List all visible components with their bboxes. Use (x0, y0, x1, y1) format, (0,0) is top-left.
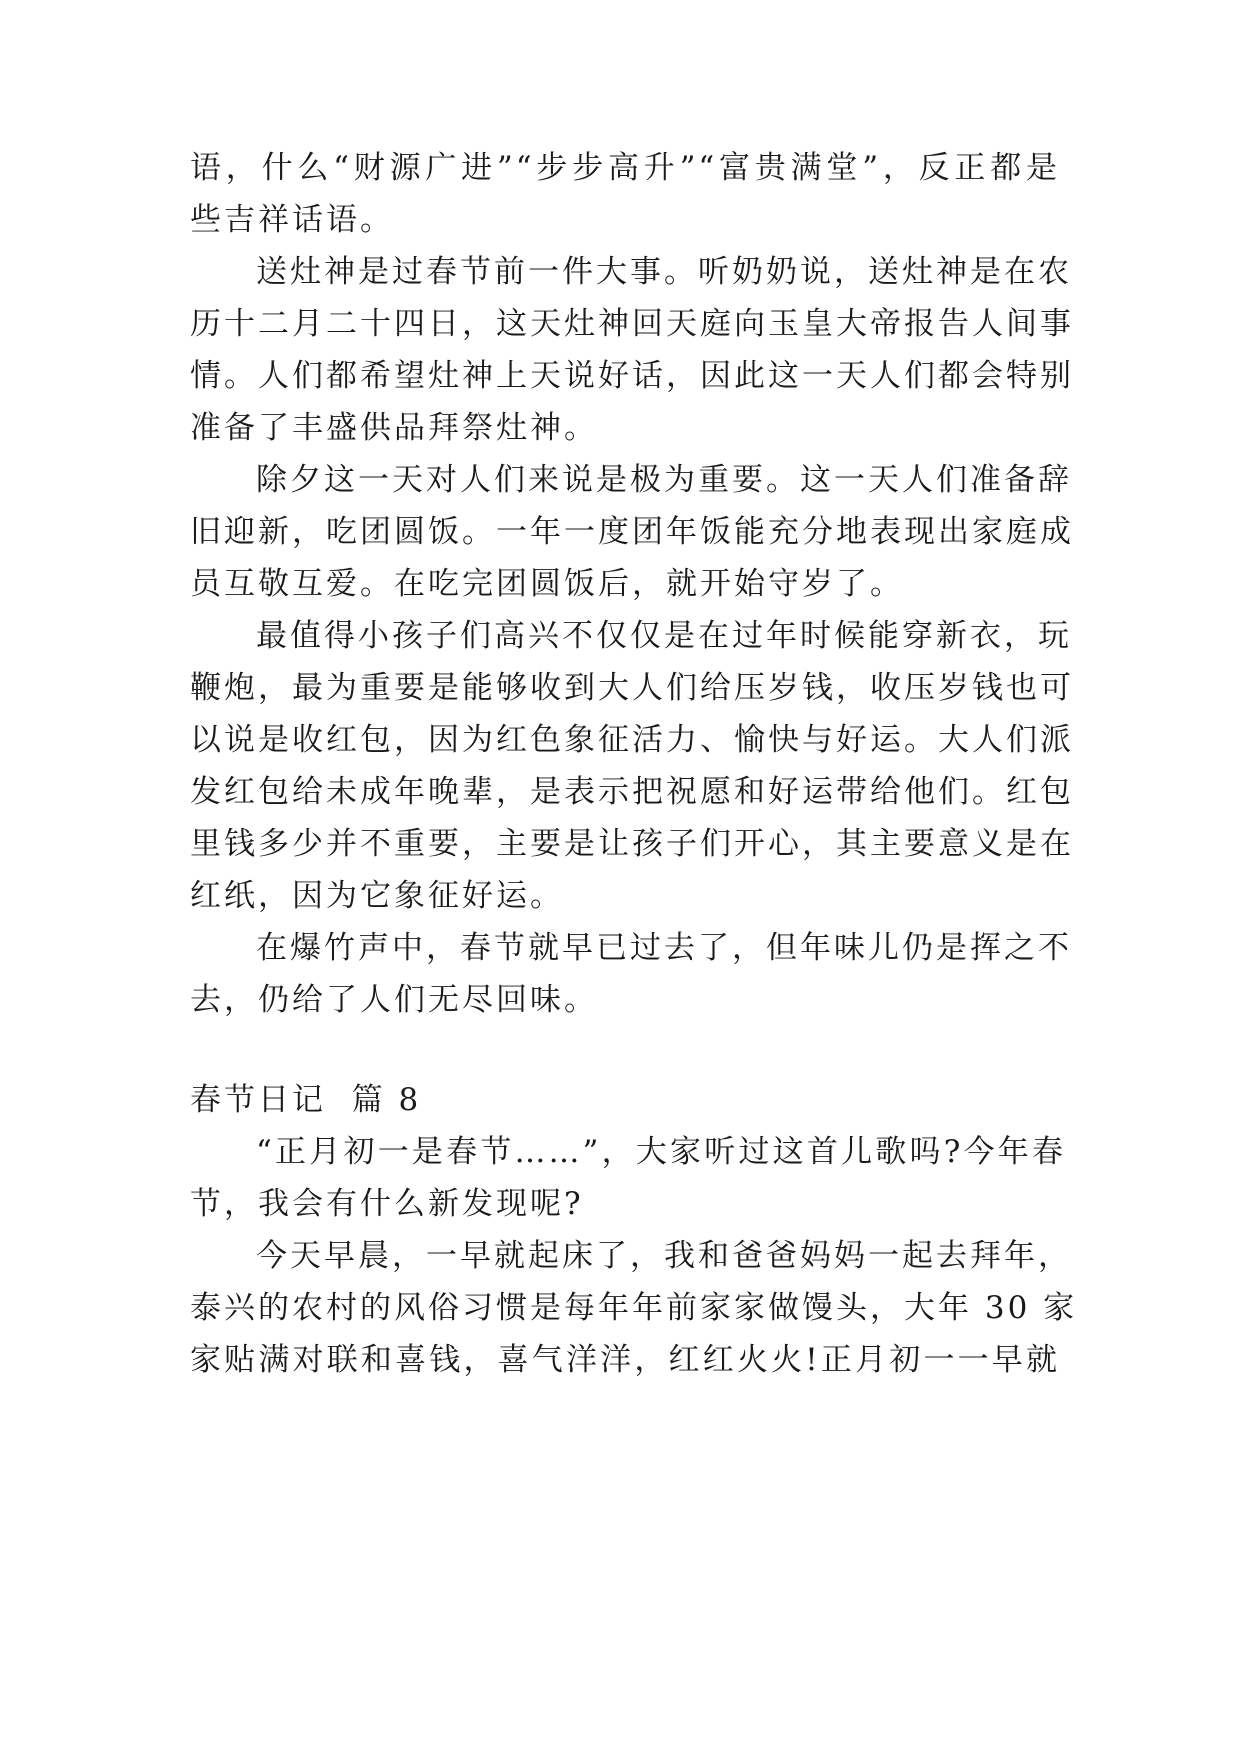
text-line: 历十二月二十四日，这天灶神回天庭向玉皇大帝报告人间事 (190, 306, 1074, 342)
text-line: 最值得小孩子们高兴不仅仅是在过年时候能穿新衣，玩 (256, 618, 1072, 654)
section-title: 春节日记 篇 8 (190, 1082, 422, 1118)
text-line: 准备了丰盛供品拜祭灶神。 (190, 410, 598, 446)
text-line: 鞭炮，最为重要是能够收到大人们给压岁钱，收压岁钱也可 (190, 670, 1074, 706)
text-line: 家贴满对联和喜钱，喜气洋洋，红红火火!正月初一一早就 (190, 1342, 1060, 1378)
text-line: 节，我会有什么新发现呢? (190, 1186, 584, 1222)
text-line: 泰兴的农村的风俗习惯是每年年前家家做馒头，大年 30 家 (190, 1290, 1078, 1326)
text-line: 情。人们都希望灶神上天说好话，因此这一天人们都会特别 (190, 358, 1074, 394)
text-line: 除夕这一天对人们来说是极为重要。这一天人们准备辞 (256, 462, 1072, 498)
text-line: 些吉祥话语。 (190, 202, 394, 238)
text-line: 员互敬互爱。在吃完团圆饭后，就开始守岁了。 (190, 566, 904, 602)
text-line: 在爆竹声中，春节就早已过去了，但年味儿仍是挥之不 (256, 930, 1072, 966)
text-line: 发红包给未成年晚辈，是表示把祝愿和好运带给他们。红包 (190, 774, 1074, 810)
text-line: 以说是收红包，因为红色象征活力、愉快与好运。大人们派 (190, 722, 1074, 758)
text-line: 今天早晨，一早就起床了，我和爸爸妈妈一起去拜年， (256, 1238, 1072, 1274)
text-line: 送灶神是过春节前一件大事。听奶奶说，送灶神是在农 (256, 254, 1072, 290)
text-line: 语，什么“财源广进”“步步高升”“富贵满堂”，反正都是 (190, 150, 1060, 186)
text-line: “正月初一是春节……”，大家听过这首儿歌吗?今年春 (256, 1134, 1066, 1170)
text-line: 去，仍给了人们无尽回味。 (190, 982, 598, 1018)
text-line: 红纸，因为它象征好运。 (190, 878, 564, 914)
text-line: 里钱多少并不重要，主要是让孩子们开心，其主要意义是在 (190, 826, 1074, 862)
text-line: 旧迎新，吃团圆饭。一年一度团年饭能充分地表现出家庭成 (190, 514, 1074, 550)
